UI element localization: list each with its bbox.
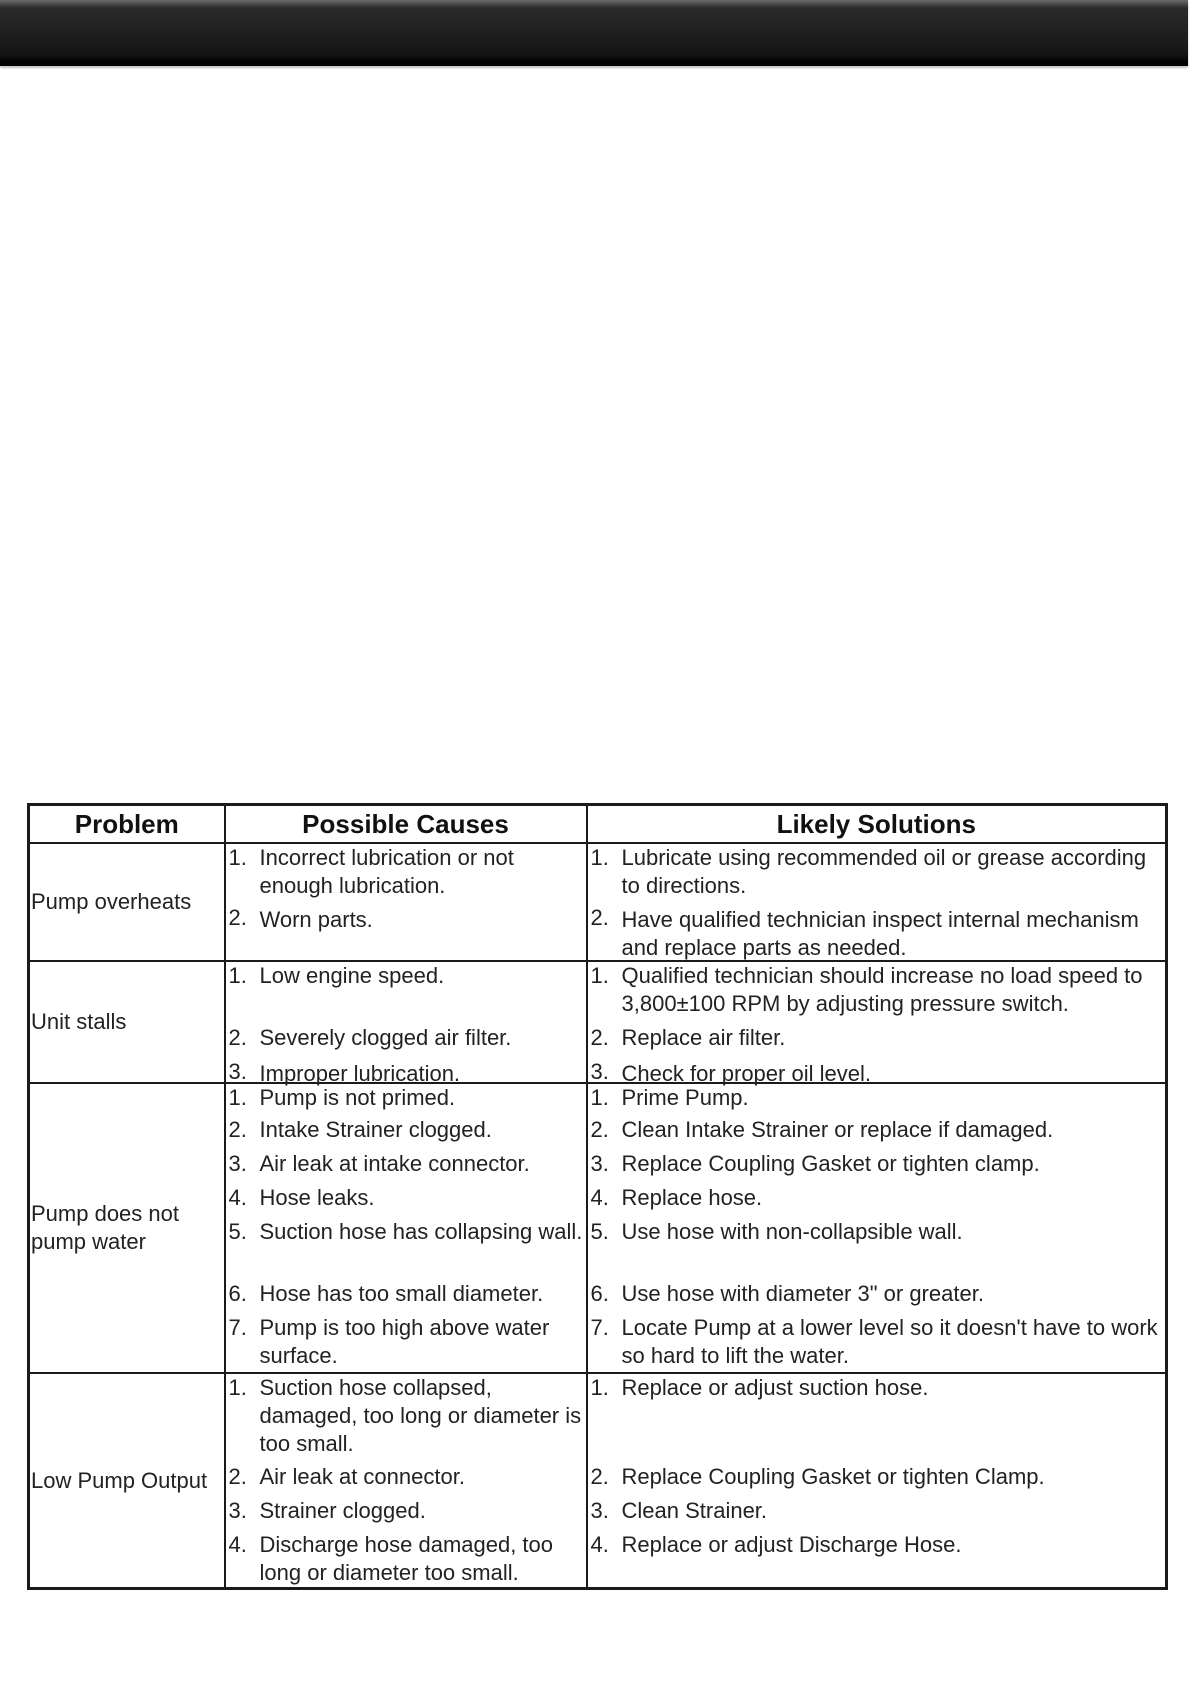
- cause-item: 5. Suction hose has collapsing wall.: [228, 1219, 583, 1244]
- solution-item: 2. Have qualified technician inspect internal mechanism and replace parts as needed.: [590, 905, 1139, 960]
- causes-cell: [225, 1373, 587, 1589]
- problem-cell: Pump does not pump water: [29, 1083, 225, 1373]
- solutions-cell: [587, 843, 1167, 961]
- problem-cell: Pump overheats: [29, 843, 225, 961]
- header-possible-causes: Possible Causes: [225, 805, 587, 844]
- solution-item: 1. Replace or adjust suction hose.: [590, 1375, 929, 1400]
- cause-item: 3. Strainer clogged.: [228, 1498, 426, 1523]
- problem-cell: Unit stalls: [29, 961, 225, 1083]
- cause-item: 2. Air leak at connector.: [228, 1464, 465, 1489]
- cause-item: 2. Intake Strainer clogged.: [228, 1117, 492, 1142]
- cause-item: 1. Incorrect lubrication or not enough lubrication.: [228, 845, 514, 898]
- cause-item: 1. Low engine speed.: [228, 963, 445, 988]
- causes-cell: [225, 1083, 587, 1373]
- table-row: [29, 1083, 1167, 1373]
- causes-cell: [225, 843, 587, 961]
- solution-item: 3. Replace Coupling Gasket or tighten clamp.: [590, 1151, 1040, 1176]
- cause-item: 3. Improper lubrication.: [228, 1059, 461, 1086]
- header-problem: Problem: [29, 805, 225, 844]
- solution-item: 3. Clean Strainer.: [590, 1498, 768, 1523]
- problem-cell: Low Pump Output: [29, 1373, 225, 1589]
- solution-item: 1. Lubricate using recommended oil or grease according to directions.: [590, 845, 1147, 898]
- cause-item: 3. Air leak at intake connector.: [228, 1151, 530, 1176]
- solutions-cell: [587, 1083, 1167, 1373]
- cause-item: 4. Discharge hose damaged, too long or diameter too small.: [228, 1532, 554, 1585]
- cause-item: 2. Severely clogged air filter.: [228, 1025, 512, 1050]
- solution-item: 3. Check for proper oil level.: [590, 1059, 871, 1086]
- troubleshooting-table: [27, 803, 1168, 1590]
- header-likely-solutions: Likely Solutions: [587, 805, 1167, 844]
- solution-item: 2. Replace Coupling Gasket or tighten Clamp.: [590, 1464, 1045, 1489]
- solution-item: 1. Qualified technician should increase no load speed to 3,800±100 RPM by adjusting pressure switch.: [590, 963, 1143, 1016]
- solution-item: 2. Clean Intake Strainer or replace if damaged.: [590, 1117, 1054, 1142]
- cause-item: 7. Pump is too high above water surface.: [228, 1315, 550, 1368]
- table-row: [29, 961, 1167, 1083]
- cause-item: 4. Hose leaks.: [228, 1185, 375, 1210]
- cause-item: 2. Worn parts.: [228, 905, 373, 932]
- cause-item: 6. Hose has too small diameter.: [228, 1281, 544, 1306]
- solutions-cell: [587, 1373, 1167, 1589]
- solution-item: 7. Locate Pump at a lower level so it doesn't have to work so hard to lift the water.: [590, 1315, 1158, 1368]
- solutions-cell: [587, 961, 1167, 1086]
- solution-item: 5. Use hose with non-collapsible wall.: [590, 1219, 963, 1244]
- troubleshooting-table-wrapper: [27, 803, 1168, 1590]
- solution-item: 2. Replace air filter.: [590, 1025, 786, 1050]
- table-header-row: [29, 805, 1167, 844]
- table-row: [29, 843, 1167, 961]
- cause-item: 1. Pump is not primed.: [228, 1085, 456, 1110]
- solution-item: 4. Replace hose.: [590, 1185, 763, 1210]
- solution-item: 4. Replace or adjust Discharge Hose.: [590, 1532, 962, 1557]
- solution-item: 6. Use hose with diameter 3" or greater.: [590, 1281, 984, 1306]
- table-row: [29, 1373, 1167, 1589]
- causes-cell: [225, 961, 587, 1086]
- solution-item: 1. Prime Pump.: [590, 1085, 749, 1110]
- cause-item: 1. Suction hose collapsed, damaged, too long or diameter is too small.: [228, 1375, 582, 1456]
- header-bar: [0, 0, 1188, 66]
